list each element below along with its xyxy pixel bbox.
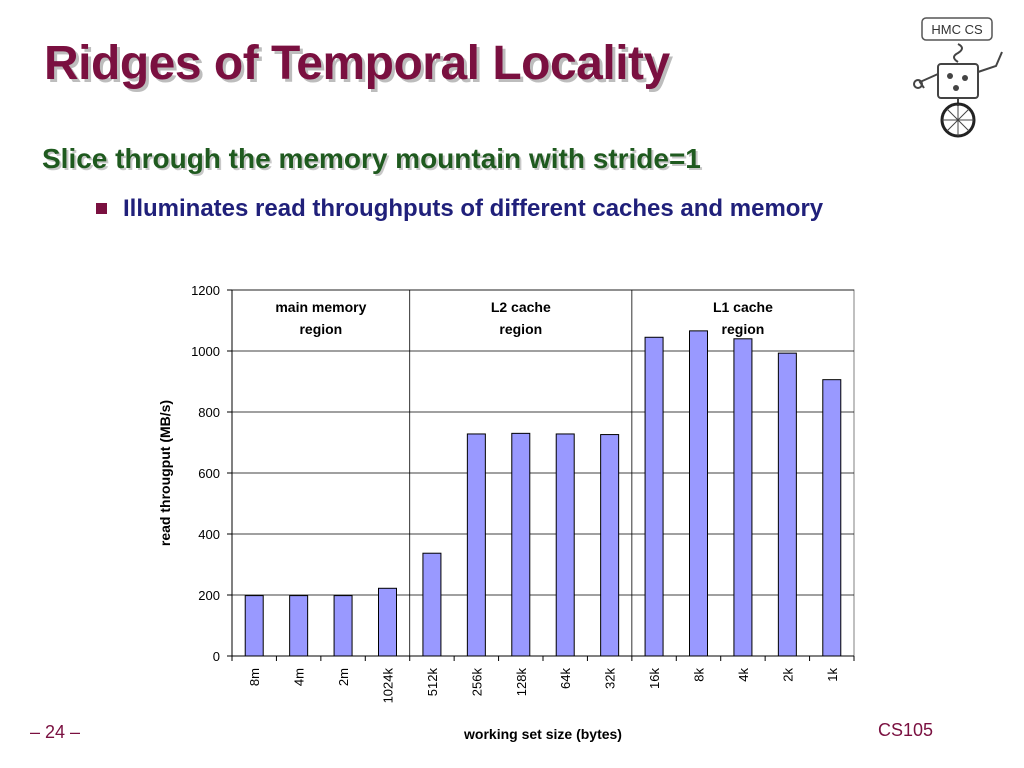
y-axis-title: read througput (MB/s) <box>157 399 173 547</box>
x-tick-label: 2k <box>780 668 796 682</box>
region-label-line2: region <box>299 321 343 337</box>
bar <box>245 596 263 656</box>
y-tick-label: 1200 <box>191 283 220 298</box>
x-tick-label: 16k <box>647 668 663 689</box>
bar <box>512 433 530 656</box>
x-tick-label: 128k <box>513 668 529 697</box>
x-tick-label: 32k <box>602 668 618 689</box>
bar <box>601 435 619 656</box>
region-label-line1: L2 cache <box>490 299 551 315</box>
region-label-line1: L1 cache <box>712 299 773 315</box>
slide-subtitle: Slice through the memory mountain with stride=1 <box>42 143 701 174</box>
bar <box>467 434 485 656</box>
bar <box>290 596 308 656</box>
y-tick-label: 400 <box>198 527 220 542</box>
page-number: – 24 – <box>30 722 81 742</box>
bar <box>379 588 397 656</box>
region-label-line2: region <box>721 321 765 337</box>
bar <box>556 434 574 656</box>
bar <box>334 596 352 656</box>
region-label-line2: region <box>499 321 543 337</box>
x-tick-label: 256k <box>469 668 485 697</box>
y-tick-label: 0 <box>212 649 220 664</box>
bar <box>690 331 708 656</box>
x-tick-label: 1024k <box>380 668 396 704</box>
x-tick-label: 1k <box>824 668 840 682</box>
bar <box>734 339 752 656</box>
x-tick-label: 8m <box>247 668 263 687</box>
y-tick-label: 200 <box>198 588 220 603</box>
course-label: CS105 <box>878 720 934 740</box>
x-tick-label: 2m <box>336 668 352 687</box>
y-tick-label: 800 <box>198 405 220 420</box>
bar <box>778 353 796 656</box>
bar <box>645 337 663 656</box>
region-label-line1: main memory <box>275 299 367 315</box>
logo-text: HMC CS <box>931 22 983 37</box>
y-tick-label: 600 <box>198 466 220 481</box>
bar <box>823 380 841 656</box>
x-tick-label: 512k <box>424 668 440 697</box>
y-tick-label: 1000 <box>191 344 220 359</box>
x-axis-title: working set size (bytes) <box>464 726 622 742</box>
bar <box>423 553 441 656</box>
bullet-text: Illuminates read throughputs of different caches and memory <box>123 195 824 222</box>
x-tick-label: 4m <box>291 668 307 687</box>
x-tick-label: 64k <box>558 668 574 689</box>
slide-title: Ridges of Temporal Locality <box>44 37 670 90</box>
x-tick-label: 4k <box>735 668 751 682</box>
x-tick-label: 8k <box>691 668 707 682</box>
